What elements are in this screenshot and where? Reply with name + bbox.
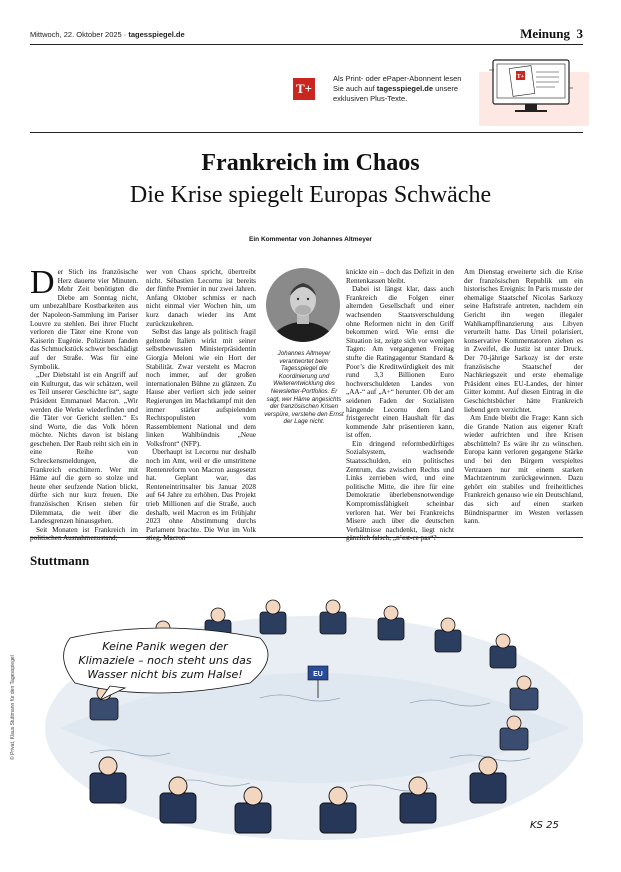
article-subtitle: Die Krise spiegelt Europas Schwäche bbox=[129, 182, 492, 208]
paragraph: Ein dringend reformbedürftiges Sozialsystem, wachsende Staatsschulden, ein politisches Zentrum, das zwischen Rechts und Links zerrieben wird, und eine politische Mitte, die ihre für eine Demokratie überlebensnotwendige Kompromissfähigkeit scheinbar verloren hat. Wer bei Frankreichs Misere auch über die deutschen Verhältnisse nachdenkt, liegt nicht gänzlich falsch, „n’est-ce pas“? bbox=[346, 439, 454, 543]
artist-signature: KS 25 bbox=[530, 820, 559, 831]
article-column-2 bbox=[146, 268, 256, 543]
promo-line-2: Sie auch auf tagesspiegel.de unsere bbox=[333, 84, 459, 93]
plus-promo[interactable] bbox=[253, 54, 583, 126]
article-byline: Ein Kommentar von Johannes Altmeyer bbox=[249, 236, 372, 243]
paragraph bbox=[30, 264, 138, 371]
header-rule bbox=[30, 44, 583, 45]
speech-line-2: Klimaziele – noch steht uns das bbox=[78, 654, 252, 667]
cartoon-credit: © Privat, Klaus Stuttmann für den Tagesspiegel bbox=[10, 655, 16, 760]
drop-cap: D bbox=[30, 264, 55, 301]
article-column-1 bbox=[30, 264, 138, 543]
speech-line-3: Wasser nicht bis zum Halse! bbox=[87, 668, 243, 681]
section-name: Meinung bbox=[520, 26, 570, 41]
author-photo bbox=[266, 268, 340, 342]
author-portrait bbox=[266, 268, 340, 342]
paragraph: knickte ein – doch das Defizit in den Rentenkassen bleibt. bbox=[346, 268, 454, 285]
paragraph: Am Dienstag erweiterte sich die Krise der französischen Republik um ein historisches Ereignis: In Paris musste der ehemalige Staatschef Nicolas Sarkozy seine Haftstrafe antreten, nachdem ein Gericht ihn wegen illegaler Wahlkampffinanzierung aus Libyen verurteilt hatte. Das Urteil polarisiert, konservative Kommentatoren ziehen es in Zweifel, die Justiz ist unter Druck. Der 70-jährige Sarkozy ist der erste französische Staatschef der Nachkriegszeit und erste ehemalige Präsident eines EU-Landes, der hinter Gitter kommt. Auf diesen Eintrag in die Geschichtsbücher hätte Frankreich liebend gern verzichtet. bbox=[464, 268, 583, 414]
author-caption: Johannes Altmeyer verantwortet beim Tagesspiegel die Koordinierung und Weiterentwicklung des Newsletter-Portfolios. Er sagt, wer Häme angesichts der französischen Krisen verspüre, verstehe den Ernst der Lage nicht. bbox=[264, 350, 344, 426]
svg-text:EU: EU bbox=[313, 671, 323, 678]
header-site[interactable]: tagesspiegel.de bbox=[128, 30, 185, 39]
header-section bbox=[520, 26, 583, 42]
paragraph: Überhaupt ist Lecornu nur deshalb noch im Amt, weil er die umstrittene Rentenreform von Macron ausgesetzt hat. Geplant war, das Renteneintrittsalter bis Januar 2028 auf 64 Jahre zu erhöhen. Das Projekt trieb Millionen auf die Straße, auch deshalb, weil Macron es im Frühjahr 2023 ohne Abstimmung durchs Parlament brachte. Die Wut im Volk stieg, Macron bbox=[146, 448, 256, 543]
cartoon-section-title: Stuttmann bbox=[30, 553, 90, 568]
article-title: Frankreich im Chaos bbox=[201, 150, 420, 176]
promo-line-3: exklusiven Plus-Texte. bbox=[333, 94, 408, 103]
page-number: 3 bbox=[576, 26, 583, 41]
paragraph: „Der Diebstahl ist ein Angriff auf ein Kulturgut, das wir schätzen, weil es Teil unserer Geschichte ist“, sagte Präsident Emmanuel Macron. „Wir werden die Werke wiederfinden und die Täter vor Gericht stellen.“ Es sind Worte, die das Volk hören möchte. Nichts davon ist bislang geschehen. Der Raub reiht sich ein in eine Reihe von Schreckensmeldungen, die Frankreich erschüttern. Wer mit Häme auf die gern so stolze und heute eher seufzende Nation blickt, dürfte sich nur kurz freuen. Die französischen Krisen stehen für Dilemmata, die weit über die Landesgrenzen hinausgehen. bbox=[30, 371, 138, 526]
promo-site-link[interactable]: tagesspiegel.de bbox=[376, 84, 434, 93]
promo-text bbox=[333, 74, 483, 104]
svg-text:T+: T+ bbox=[516, 74, 525, 80]
header-date-line: Mittwoch, 22. Oktober 2025 · tagesspiegel.de bbox=[30, 30, 185, 39]
paragraph-text: er Stich ins französische Herz dauerte vier Minuten. Mehr Zeit benötigten die Diebe am Sonntag nicht, um unbezahlbare Kostbarkeiten aus der Napoleon-Sammlung im Pariser Louvre zu stehlen. Bei ihrer Flucht verloren die Täter eine Krone von Kaiserin Eugénie. Polizisten fanden das Schmuckstück schwer beschädigt auf der Straße. Was für eine Symbolik. bbox=[30, 268, 138, 371]
paragraph: Seit Monaten ist Frankreich im politischen Ausnahmezustand; bbox=[30, 525, 138, 543]
header-date: Mittwoch, 22. Oktober 2025 bbox=[30, 30, 122, 39]
cartoon-rule bbox=[30, 537, 583, 538]
promo-rule bbox=[30, 132, 583, 133]
paragraph: Dabei ist längst klar, dass auch Frankreich die Folgen einer alternden Gesellschaft und einer wachsenden Staatsverschuldung ohne Reformen nicht in den Griff bekommen wird. Wie ernst die Situation ist, zeigte sich vor wenigen Tagen: Am vergangenen Freitag stufte die Ratingagentur Standard & Poor’s die Kreditwürdigkeit des mit rund 3,3 Billionen Euro hochverschuldeten Landes von „AA-“ auf „A+“ herunter. Ob der am seidenen Faden der Sozialisten hängende Lecornu dem Land fristgerecht einen Haushalt für das kommende Jahr präsentieren kann, ist offen. bbox=[346, 285, 454, 440]
tplus-badge: T+ bbox=[293, 78, 315, 100]
article-column-3 bbox=[346, 268, 454, 543]
cartoon-illustration bbox=[30, 578, 583, 846]
promo-line-1: Als Print- oder ePaper-Abonnent lesen bbox=[333, 74, 462, 83]
speech-line-1: Keine Panik wegen der bbox=[102, 640, 228, 653]
paragraph: Selbst das lange als politisch fragil geltende Italien wirkt mit seiner selbstbewussten Ministerpräsidentin Giorgia Meloni wie ein Hort der Stabilität. Zwar versteht es Macron noch immer, auf der großen internationalen Bühne zu glänzen. Zu Hause aber verliert sich jede seiner Regierungen im Machtkampf mit den immer stärker aufspielenden Rechtspopulisten vom Rassemblement National und dem linken Wahlbündnis „Neue Volksfront“ (NFP). bbox=[146, 328, 256, 448]
paragraph: wer von Chaos spricht, übertreibt nicht. Sébastien Lecornu ist bereits der fünfte Premier in nur zwei Jahren. Anfang Oktober schmiss er nach nicht einmal vier Wochen hin, um kurz danach wieder ins Amt zurückzukehren. bbox=[146, 268, 256, 328]
article-column-4 bbox=[464, 268, 583, 526]
monitor-icon bbox=[489, 58, 573, 114]
paragraph: Am Ende bleibt die Frage: Kann sich die Grande Nation aus eigener Kraft wieder aufrichten und ihre Krisen abschütteln? Es wäre ihr zu wünschen. Europa kann verloren gegangene Stärke und bei den Bürgern verspieltes Vertrauen nur mit einem starken Machtzentrum zurückgewinnen. Dazu gehört ein stabiles und freiheitliches Frankreich genauso wie ein Deutschland, das sich auf einen starken Bündnispartner im Westen verlassen kann. bbox=[464, 414, 583, 526]
